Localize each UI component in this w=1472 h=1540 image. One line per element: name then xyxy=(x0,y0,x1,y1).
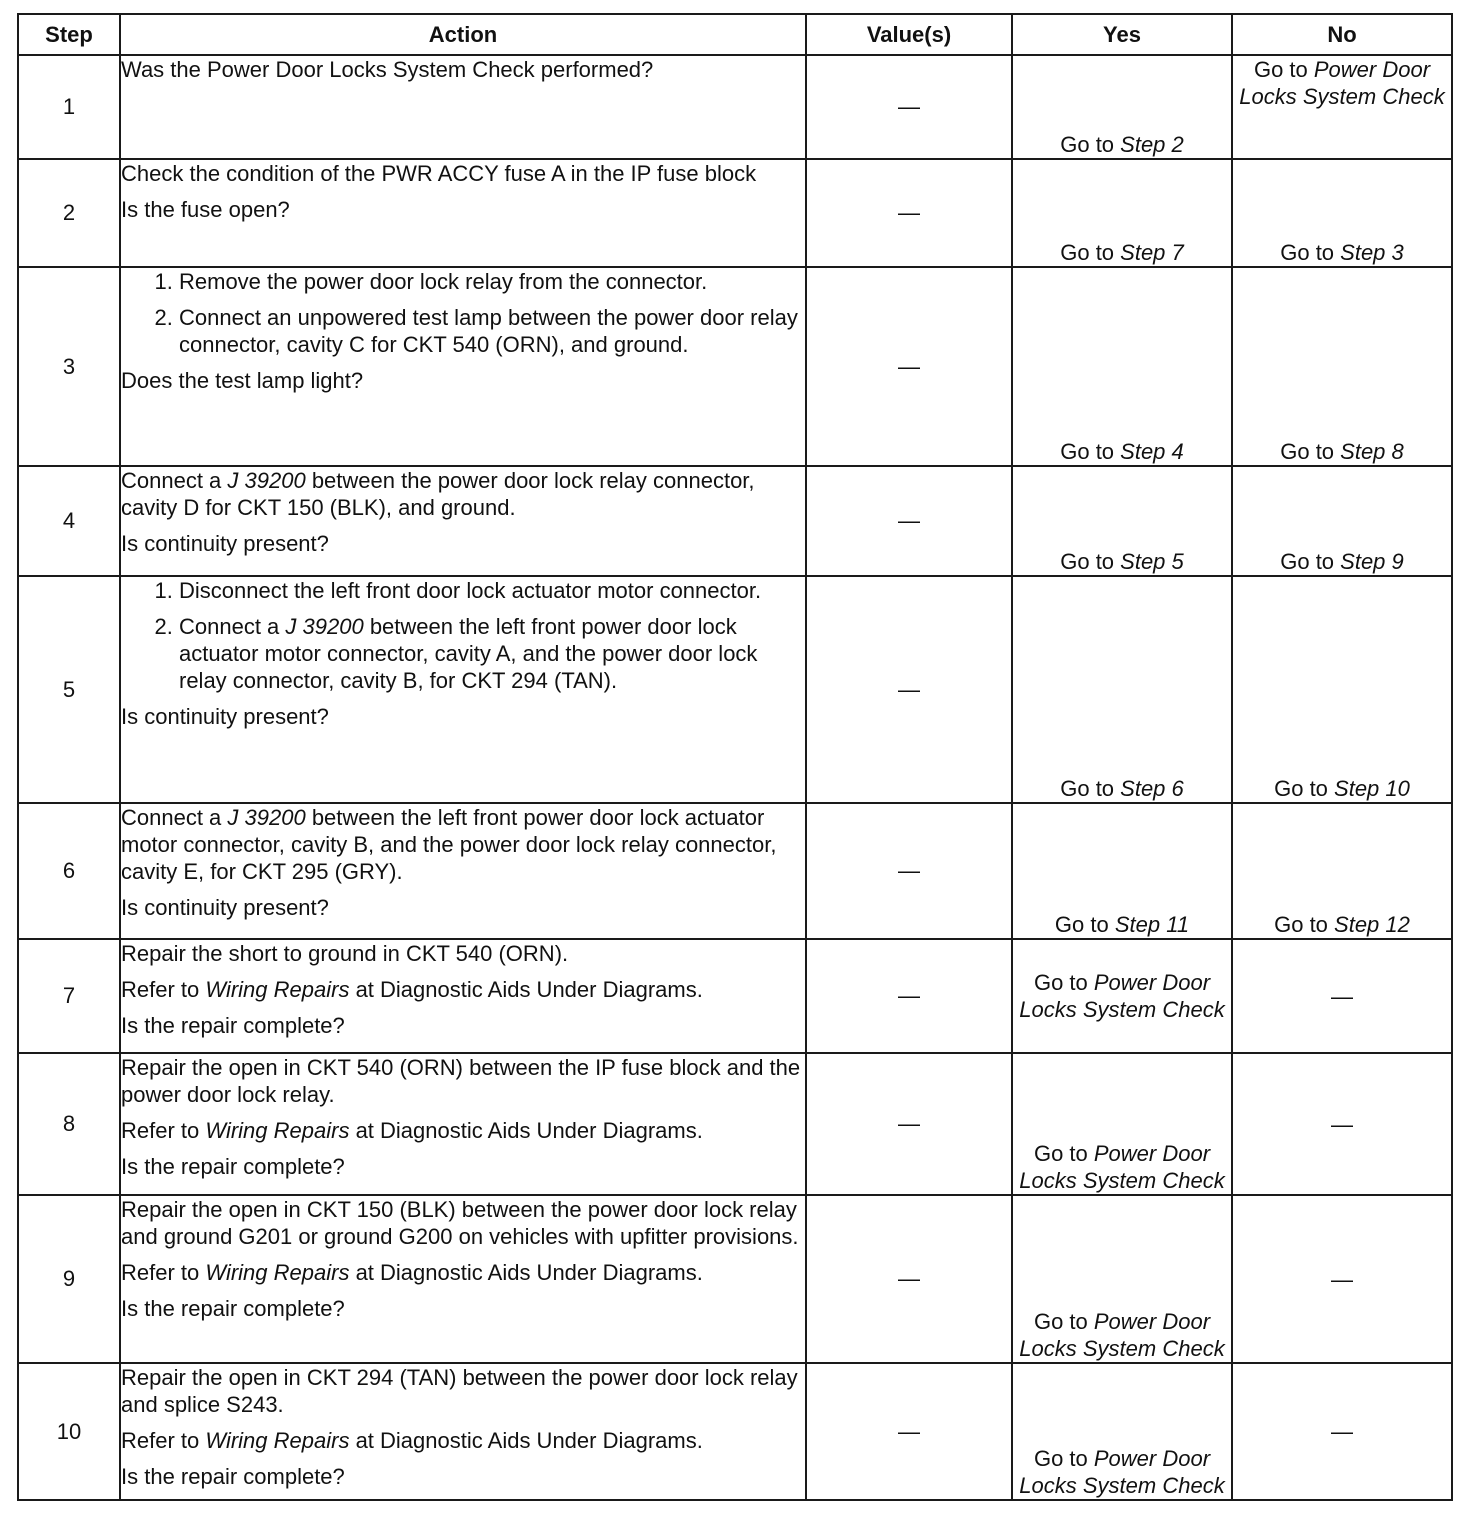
table-row xyxy=(18,803,1452,939)
text-run: between the power door lock relay connector, cavity D for CKT 150 (BLK), and ground. xyxy=(121,468,755,520)
text-run: Go to xyxy=(1274,776,1335,801)
text-run: Repair the open in CKT 540 (ORN) between the IP fuse block and the power door lock relay. xyxy=(121,1055,801,1107)
no-cell xyxy=(1232,1363,1452,1500)
yes-cell xyxy=(1012,466,1232,576)
action-paragraph xyxy=(121,1259,805,1286)
action-cell xyxy=(120,159,806,267)
no-cell xyxy=(1232,939,1452,1053)
values-cell: — xyxy=(806,1053,1012,1195)
text-run: between the left front power door lock actuator motor connector, cavity A, and the power door lock relay connector, cavity B, for CKT 294 (TAN). xyxy=(179,614,758,693)
action-paragraph xyxy=(121,703,805,730)
italic-reference: Power Door Locks System Check xyxy=(1019,1309,1225,1361)
text-run: Go to xyxy=(1280,549,1341,574)
table-row xyxy=(18,939,1452,1053)
action-cell xyxy=(120,267,806,466)
action-paragraph xyxy=(121,56,805,83)
text-run: at Diagnostic Aids Under Diagrams. xyxy=(349,1428,703,1453)
italic-reference: Wiring Repairs xyxy=(205,977,350,1002)
action-steps-list xyxy=(121,268,805,358)
italic-reference: Step 4 xyxy=(1120,439,1184,464)
header-yes: Yes xyxy=(1012,14,1232,55)
step-number: 6 xyxy=(18,803,120,939)
step-number: 2 xyxy=(18,159,120,267)
text-run: Refer to xyxy=(121,1260,206,1285)
text-run: Go to xyxy=(1033,1309,1094,1334)
diagnostic-table xyxy=(17,13,1453,1501)
text-run: Go to xyxy=(1060,549,1121,574)
text-run: Go to xyxy=(1060,776,1121,801)
italic-reference: Power Door Locks System Check xyxy=(1239,57,1445,109)
text-run: Connect an unpowered test lamp between the power door relay connector, cavity C for CKT 540 (ORN), and ground. xyxy=(179,305,798,357)
action-paragraph xyxy=(121,940,805,967)
action-paragraph xyxy=(121,1117,805,1144)
text-run: between the left front power door lock actuator motor connector, cavity B, and the power door lock relay connector, cavity E, for CKT 295 (GRY). xyxy=(121,805,777,884)
action-list-item xyxy=(179,268,805,295)
no-cell xyxy=(1232,1195,1452,1363)
yes-cell xyxy=(1012,576,1232,803)
action-paragraph xyxy=(121,467,805,521)
italic-reference: Step 5 xyxy=(1120,549,1184,574)
italic-reference: J 39200 xyxy=(227,805,306,830)
action-paragraph xyxy=(121,1012,805,1039)
text-run: Connect a xyxy=(179,614,286,639)
text-run: Was the Power Door Locks System Check performed? xyxy=(121,57,654,82)
italic-reference: Step 10 xyxy=(1334,776,1410,801)
text-run: — xyxy=(1331,983,1353,1009)
table-row xyxy=(18,55,1452,159)
step-number: 7 xyxy=(18,939,120,1053)
text-run: Go to xyxy=(1054,912,1115,937)
values-cell: — xyxy=(806,159,1012,267)
header-values: Value(s) xyxy=(806,14,1012,55)
action-paragraph xyxy=(121,1054,805,1108)
italic-reference: Step 11 xyxy=(1114,912,1190,937)
yes-cell xyxy=(1012,159,1232,267)
action-cell xyxy=(120,803,806,939)
step-number: 5 xyxy=(18,576,120,803)
yes-cell xyxy=(1012,55,1232,159)
action-cell xyxy=(120,576,806,803)
action-paragraph xyxy=(121,804,805,885)
step-number: 3 xyxy=(18,267,120,466)
text-run: Check the condition of the PWR ACCY fuse A in the IP fuse block xyxy=(121,161,757,186)
step-number: 1 xyxy=(18,55,120,159)
italic-reference: Power Door Locks System Check xyxy=(1019,1141,1225,1193)
italic-reference: Step 2 xyxy=(1120,132,1184,157)
action-paragraph xyxy=(121,367,805,394)
text-run: Connect a xyxy=(121,805,228,830)
table-row xyxy=(18,576,1452,803)
action-paragraph xyxy=(121,1153,805,1180)
table-row xyxy=(18,1053,1452,1195)
action-cell xyxy=(120,1195,806,1363)
action-paragraph xyxy=(121,976,805,1003)
action-paragraph xyxy=(121,1427,805,1454)
yes-cell xyxy=(1012,1053,1232,1195)
yes-cell xyxy=(1012,803,1232,939)
text-run: at Diagnostic Aids Under Diagrams. xyxy=(349,977,703,1002)
action-paragraph xyxy=(121,1295,805,1322)
italic-reference: J 39200 xyxy=(285,614,364,639)
yes-cell xyxy=(1012,939,1232,1053)
text-run: Is continuity present? xyxy=(121,895,329,920)
italic-reference: Power Door Locks System Check xyxy=(1019,970,1225,1022)
no-cell xyxy=(1232,1053,1452,1195)
action-cell xyxy=(120,466,806,576)
yes-cell xyxy=(1012,1195,1232,1363)
action-cell xyxy=(120,1053,806,1195)
action-steps-list xyxy=(121,577,805,694)
yes-cell xyxy=(1012,267,1232,466)
header-row xyxy=(18,14,1452,55)
values-cell: — xyxy=(806,576,1012,803)
table-row xyxy=(18,1195,1452,1363)
text-run: Go to xyxy=(1033,970,1094,995)
action-paragraph xyxy=(121,530,805,557)
no-cell xyxy=(1232,55,1452,159)
no-cell xyxy=(1232,466,1452,576)
text-run: Refer to xyxy=(121,1428,206,1453)
action-paragraph xyxy=(121,894,805,921)
italic-reference: Wiring Repairs xyxy=(205,1428,350,1453)
text-run: Does the test lamp light? xyxy=(121,368,364,393)
text-run: Go to xyxy=(1060,132,1121,157)
text-run: Refer to xyxy=(121,977,206,1002)
italic-reference: Step 9 xyxy=(1340,549,1404,574)
italic-reference: Step 8 xyxy=(1340,439,1404,464)
table-row xyxy=(18,1363,1452,1500)
italic-reference: Step 12 xyxy=(1334,912,1410,937)
action-paragraph xyxy=(121,1364,805,1418)
values-cell: — xyxy=(806,267,1012,466)
action-cell xyxy=(120,1363,806,1500)
italic-reference: Step 3 xyxy=(1340,240,1404,265)
text-run: Repair the short to ground in CKT 540 (ORN). xyxy=(121,941,569,966)
no-cell xyxy=(1232,267,1452,466)
text-run: Is the fuse open? xyxy=(121,197,290,222)
text-run: Repair the open in CKT 294 (TAN) between the power door lock relay and splice S243. xyxy=(121,1365,798,1417)
action-list-item xyxy=(179,613,805,694)
no-cell xyxy=(1232,803,1452,939)
action-paragraph xyxy=(121,1463,805,1490)
text-run: Go to xyxy=(1060,240,1121,265)
text-run: — xyxy=(1331,1419,1353,1444)
header-action: Action xyxy=(120,14,806,55)
italic-reference: Wiring Repairs xyxy=(205,1260,350,1285)
text-run: at Diagnostic Aids Under Diagrams. xyxy=(349,1260,703,1285)
table-row xyxy=(18,267,1452,466)
text-run: Go to xyxy=(1280,439,1341,464)
text-run: Connect a xyxy=(121,468,228,493)
text-run: Disconnect the left front door lock actuator motor connector. xyxy=(179,578,762,603)
step-number: 9 xyxy=(18,1195,120,1363)
values-cell: — xyxy=(806,1363,1012,1500)
values-cell: — xyxy=(806,803,1012,939)
text-run: Go to xyxy=(1280,240,1341,265)
text-run: Repair the open in CKT 150 (BLK) between the power door lock relay and ground G201 or ground G200 on vehicles with upfitter provisions. xyxy=(121,1197,799,1249)
italic-reference: J 39200 xyxy=(227,468,306,493)
italic-reference: Power Door Locks System Check xyxy=(1019,1446,1225,1498)
text-run: Is the repair complete? xyxy=(121,1296,345,1321)
italic-reference: Step 7 xyxy=(1120,240,1184,265)
step-number: 10 xyxy=(18,1363,120,1500)
text-run: Refer to xyxy=(121,1118,206,1143)
yes-cell xyxy=(1012,1363,1232,1500)
step-number: 4 xyxy=(18,466,120,576)
text-run: Go to xyxy=(1033,1141,1094,1166)
text-run: Go to xyxy=(1033,1446,1094,1471)
header-step: Step xyxy=(18,14,120,55)
text-run: at Diagnostic Aids Under Diagrams. xyxy=(349,1118,703,1143)
values-cell: — xyxy=(806,1195,1012,1363)
values-cell: — xyxy=(806,939,1012,1053)
italic-reference: Wiring Repairs xyxy=(205,1118,350,1143)
text-run: Go to xyxy=(1274,912,1335,937)
action-list-item xyxy=(179,577,805,604)
text-run: Is continuity present? xyxy=(121,704,329,729)
text-run: — xyxy=(1331,1266,1353,1292)
table-body xyxy=(18,55,1452,1500)
no-cell xyxy=(1232,159,1452,267)
values-cell: — xyxy=(806,466,1012,576)
text-run: Is the repair complete? xyxy=(121,1154,345,1179)
action-cell xyxy=(120,55,806,159)
text-run: Is the repair complete? xyxy=(121,1013,345,1038)
italic-reference: Step 6 xyxy=(1120,776,1184,801)
text-run: Go to xyxy=(1060,439,1121,464)
header-no: No xyxy=(1232,14,1452,55)
step-number: 8 xyxy=(18,1053,120,1195)
text-run: Is continuity present? xyxy=(121,531,329,556)
text-run: Go to xyxy=(1253,57,1314,82)
action-list-item xyxy=(179,304,805,358)
table-row xyxy=(18,159,1452,267)
action-paragraph xyxy=(121,1196,805,1250)
text-run: Remove the power door lock relay from the connector. xyxy=(179,269,708,294)
action-paragraph xyxy=(121,160,805,187)
text-run: Is the repair complete? xyxy=(121,1464,345,1489)
no-cell xyxy=(1232,576,1452,803)
action-cell xyxy=(120,939,806,1053)
action-paragraph xyxy=(121,196,805,223)
text-run: — xyxy=(1331,1111,1353,1137)
values-cell: — xyxy=(806,55,1012,159)
table-row xyxy=(18,466,1452,576)
